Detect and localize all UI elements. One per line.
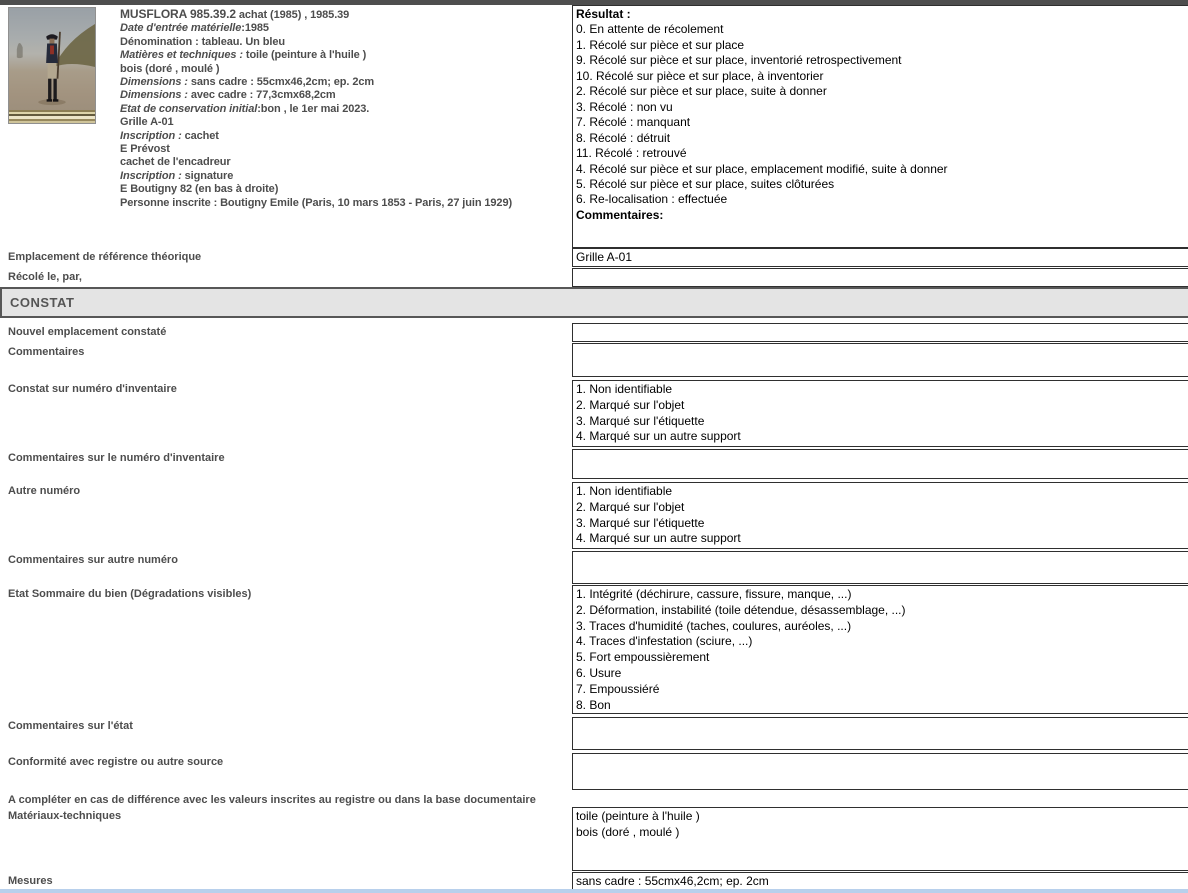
option-item[interactable]: 4. Marqué sur un autre support [576,531,741,546]
option-item[interactable]: 3. Marqué sur l'étiquette [576,413,705,428]
object-title-suffix: achat (1985) , 1985.39 [235,9,350,21]
object-inventory-number: MUSFLORA 985.39.2 [120,7,236,21]
object-detail-line: Grille A-01 [120,116,174,129]
option-item[interactable]: 3. Traces d'humidité (taches, coulures, auréoles, ...) [576,618,852,633]
note-label: A compléter en cas de différence avec les valeurs inscrites au registre ou dans la base documentaire [8,794,536,806]
option-item[interactable]: 8. Bon [576,697,611,712]
resultat-option[interactable]: 2. Récolé sur pièce et sur place, suite à donner [576,84,827,99]
option-item[interactable]: 2. Marqué sur l'objet [576,397,685,412]
field-label-autre_num: Autre numéro [8,485,81,497]
resultat-option[interactable]: 10. Récolé sur pièce et sur place, à inventorier [576,68,824,83]
field-commentaires1[interactable] [572,343,1188,377]
field-label-mesures: Mesures [8,875,53,887]
option-item[interactable]: 4. Marqué sur un autre support [576,429,741,444]
field-label-constat_num: Constat sur numéro d'inventaire [8,383,177,395]
field-value-line: bois (doré , moulé ) [576,824,680,839]
field-label-comm_etat: Commentaires sur l'état [8,720,133,732]
resultat-option[interactable]: 7. Récolé : manquant [576,115,691,130]
field-label-recole: Récolé le, par, [8,271,82,283]
resultat-title: Résultat : [576,7,631,21]
object-detail-line: E Boutigny 82 (en bas à droite) [120,183,279,196]
field-nouvel[interactable] [572,323,1188,342]
window-bottom-edge [0,889,1188,893]
resultat-option[interactable]: 0. En attente de récolement [576,22,724,37]
object-detail-line: cachet de l'encadreur [120,156,231,169]
object-detail-line: Dimensions : sans cadre : 55cmx46,2cm; ep. 2cm [120,76,375,89]
object-detail-line: Matières et techniques : toile (peinture à l'huile ) [120,49,367,62]
field-label-etat: Etat Sommaire du bien (Dégradations visibles) [8,588,252,600]
field-constat_num [572,380,1188,447]
field-materiaux[interactable] [572,807,1188,871]
object-detail-line: bois (doré , moulé ) [120,62,220,75]
object-detail-line: Inscription : signature [120,169,234,182]
field-value-line: toile (peinture à l'huile ) [576,809,700,823]
resultat-commentaires-label: Commentaires: [576,207,664,222]
field-comm_autre[interactable] [572,551,1188,584]
object-detail-line: Personne inscrite : Boutigny Emile (Paris, 10 mars 1853 - Paris, 27 juin 1929) [120,196,513,209]
resultat-panel [572,5,1188,248]
resultat-option[interactable]: 9. Récolé sur pièce et sur place, inventorié retrospectivement [576,53,902,68]
field-value-line: sans cadre : 55cmx46,2cm; ep. 2cm [576,874,769,888]
resultat-option[interactable]: 8. Récolé : détruit [576,130,671,145]
field-label-emplacement: Emplacement de référence théorique [8,251,202,263]
resultat-option[interactable]: 6. Re-localisation : effectuée [576,192,728,207]
field-label-conformite: Conformité avec registre ou autre source [8,756,224,768]
option-item[interactable]: 1. Non identifiable [576,484,673,498]
field-value-line: Grille A-01 [576,250,633,264]
soldier-painting [9,8,95,123]
object-detail-line: Dénomination : tableau. Un bleu [120,35,285,48]
resultat-option[interactable]: 3. Récolé : non vu [576,99,673,114]
frame-bottom-stripes [9,110,95,123]
constat-heading: CONSTAT [10,295,75,310]
field-label-materiaux: Matériaux-techniques [8,810,122,822]
field-label-nouvel: Nouvel emplacement constaté [8,326,167,338]
field-etat [572,585,1188,714]
object-detail-line: Inscription : cachet [120,129,219,142]
option-item[interactable]: 4. Traces d'infestation (sciure, ...) [576,634,753,649]
resultat-option[interactable]: 5. Récolé sur pièce et sur place, suites clôturées [576,176,835,191]
object-detail-line: Date d'entrée matérielle:1985 [120,22,269,35]
option-item[interactable]: 5. Fort empoussièrement [576,650,710,665]
object-details [120,8,572,210]
artwork-thumbnail[interactable] [8,7,96,124]
constat-section-header [0,287,1188,318]
resultat-option[interactable]: 11. Récolé : retrouvé [576,146,687,161]
field-recole[interactable] [572,268,1188,287]
option-item[interactable]: 7. Empoussiéré [576,681,660,696]
object-detail-line: Dimensions : avec cadre : 77,3cmx68,2cm [120,89,336,102]
object-detail-line: Etat de conservation initial:bon , le 1er mai 2023. [120,102,370,115]
option-item[interactable]: 1. Intégrité (déchirure, cassure, fissure, manque, ...) [576,587,852,601]
option-item[interactable]: 3. Marqué sur l'étiquette [576,515,705,530]
field-conformite[interactable] [572,753,1188,790]
field-label-comm_autre: Commentaires sur autre numéro [8,554,178,566]
field-label-comm_num: Commentaires sur le numéro d'inventaire [8,452,225,464]
object-title-line [120,8,572,22]
resultat-option[interactable]: 1. Récolé sur pièce et sur place [576,37,745,52]
field-comm_etat[interactable] [572,717,1188,750]
field-label-commentaires1: Commentaires [8,346,85,358]
field-comm_num[interactable] [572,449,1188,479]
option-item[interactable]: 1. Non identifiable [576,382,673,396]
object-detail-line: E Prévost [120,143,170,156]
option-item[interactable]: 2. Marqué sur l'objet [576,499,685,514]
option-item[interactable]: 6. Usure [576,665,622,680]
field-autre_num [572,482,1188,549]
option-item[interactable]: 2. Déformation, instabilité (toile détendue, désassemblage, ...) [576,602,906,617]
field-emplacement[interactable] [572,248,1188,267]
resultat-option[interactable]: 4. Récolé sur pièce et sur place, emplacement modifié, suite à donner [576,161,948,176]
